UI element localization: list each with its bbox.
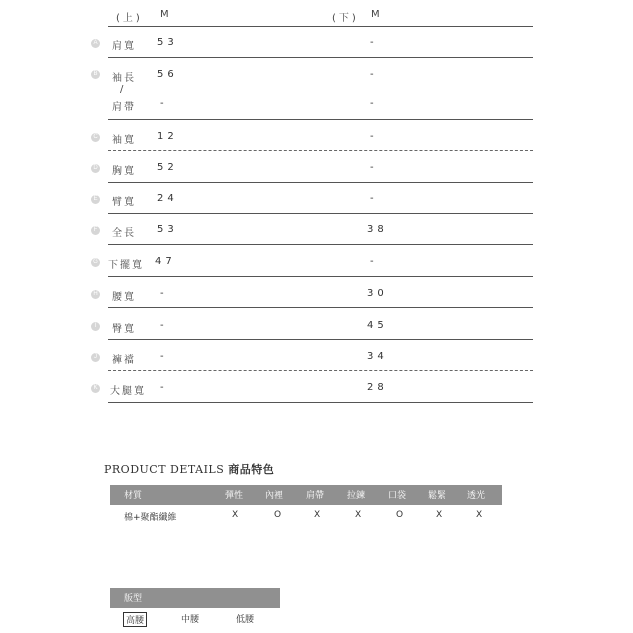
row-divider (108, 57, 533, 58)
details-header-bar (110, 485, 502, 505)
bottom-value: - (370, 162, 378, 173)
measure-label: 褲襠 (112, 355, 136, 366)
bottom-value: - (370, 131, 378, 142)
details-title (104, 461, 274, 477)
top-value: - (160, 351, 168, 362)
feature-value: X (314, 510, 321, 520)
row-divider (108, 213, 533, 214)
feature-value: X (436, 510, 443, 520)
bottom-value: 30 (367, 288, 388, 299)
slash-separator: / (120, 84, 126, 95)
bottom-size-value: M (371, 9, 383, 20)
top-value: - (160, 288, 168, 299)
top-value: 56 (157, 69, 178, 80)
top-value: 12 (157, 131, 178, 142)
row-divider (108, 244, 533, 245)
feature-value: X (476, 510, 483, 520)
measure-label: 肩帶 (112, 102, 136, 113)
fit-header: 版型 (124, 594, 143, 604)
row-divider (108, 402, 533, 403)
feature-value: O (396, 510, 404, 520)
measure-label: 臂寬 (112, 197, 136, 208)
measure-label: 大腿寬 (110, 386, 146, 397)
row-divider (108, 276, 533, 277)
row-badge-h: H (91, 290, 100, 299)
col-header: 肩帶 (306, 491, 325, 501)
top-size-value: M (160, 9, 172, 20)
measure-label: 全長 (112, 228, 136, 239)
feature-value: X (355, 510, 362, 520)
measure-label: 下擺寬 (108, 260, 144, 271)
measure-label: 臀寬 (112, 324, 136, 335)
top-value: 53 (157, 37, 178, 48)
col-header: 內裡 (265, 491, 284, 501)
row-divider (108, 307, 533, 308)
bottom-value: 34 (367, 351, 388, 362)
row-divider (108, 119, 533, 120)
measure-label: 袖長 (112, 73, 136, 84)
bottom-value: - (370, 69, 378, 80)
top-value: - (160, 382, 168, 393)
bottom-value: - (370, 193, 378, 204)
details-title-en: PRODUCT DETAILS (104, 463, 225, 476)
row-badge-f: F (91, 226, 100, 235)
col-header: 彈性 (225, 491, 244, 501)
col-header: 口袋 (388, 491, 407, 501)
row-badge-i: I (91, 322, 100, 331)
top-value: - (160, 98, 168, 109)
measure-label: 肩寬 (112, 41, 136, 52)
fit-header-bar (110, 588, 280, 608)
bottom-value: 28 (367, 382, 388, 393)
row-badge-b: B (91, 70, 100, 79)
fit-option-low[interactable]: 低腰 (236, 615, 255, 625)
fit-option-high[interactable]: 高腰 (123, 612, 147, 627)
top-value: 24 (157, 193, 178, 204)
row-badge-j: J (91, 353, 100, 362)
bottom-value: 38 (367, 224, 388, 235)
bottom-size-label: (下) (332, 13, 359, 24)
top-size-label: (上) (116, 13, 143, 24)
row-divider (108, 182, 533, 183)
top-value: 53 (157, 224, 178, 235)
material-value: 棉+聚酯纖維 (124, 513, 177, 523)
row-divider (108, 150, 533, 151)
col-material: 材質 (124, 491, 143, 501)
measure-label: 袖寬 (112, 135, 136, 146)
row-badge-a: A (91, 39, 100, 48)
details-row (110, 510, 502, 524)
bottom-value: - (370, 37, 378, 48)
col-header: 拉鍊 (347, 491, 366, 501)
row-badge-k: K (91, 384, 100, 393)
row-divider (108, 370, 533, 371)
header-divider (108, 26, 533, 27)
bottom-value: - (370, 98, 378, 109)
bottom-value: 45 (367, 320, 388, 331)
row-divider (108, 339, 533, 340)
top-value: 47 (155, 256, 176, 267)
feature-value: O (274, 510, 282, 520)
col-header: 鬆緊 (428, 491, 447, 501)
row-badge-e: E (91, 195, 100, 204)
row-badge-c: C (91, 133, 100, 142)
fit-option-mid[interactable]: 中腰 (181, 615, 200, 625)
row-badge-g: G (91, 258, 100, 267)
details-title-zh: 商品特色 (228, 463, 275, 476)
row-badge-d: D (91, 164, 100, 173)
top-value: 52 (157, 162, 178, 173)
bottom-value: - (370, 256, 378, 267)
col-header: 透光 (467, 491, 486, 501)
measure-label: 胸寬 (112, 166, 136, 177)
measure-label: 腰寬 (112, 292, 136, 303)
top-value: - (160, 320, 168, 331)
feature-value: X (232, 510, 239, 520)
